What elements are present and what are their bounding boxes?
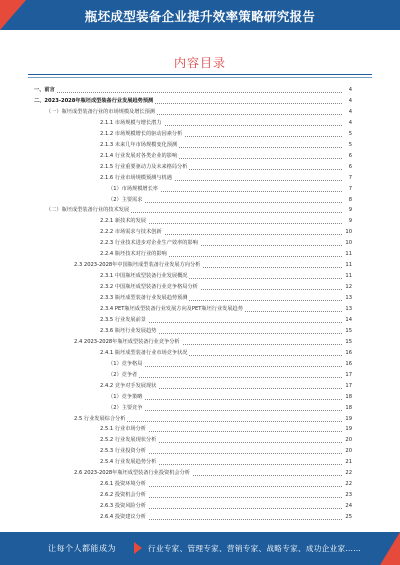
toc-entry-page: 4 [342,119,352,127]
toc-entry[interactable] [100,327,352,335]
toc-entry-label: 2.3 2023-2028年中国瓶坯成型装备行业发展方向分析 [74,262,201,269]
toc-entry-label: 2.4 2023-2028年瓶坯成型装备行业竞争分析 [74,338,180,345]
toc-entry[interactable] [100,294,352,302]
toc-entry-page: 19 [342,415,352,423]
toc-entry-page: 24 [342,502,352,510]
toc-entry-page: 20 [342,447,352,455]
toc-entry-page: 16 [342,360,352,368]
toc-entry-label: 2.3.3 瓶坯成型装备行业发展趋势预测 [100,295,188,302]
toc-entry[interactable] [100,502,352,510]
toc-entry[interactable] [100,152,352,160]
toc-entry-page: 21 [342,458,352,466]
toc-entry-label: 一、前言 [34,87,55,93]
toc-entry-label: 2.2.2 市场需求与技术创新 [100,229,162,236]
toc-entry-page: 11 [342,250,352,258]
toc-entry[interactable] [100,272,352,280]
toc-entry-label: 2.3.6 瓶坯行业发展趋势 [100,327,157,334]
toc-entry-label: 2.1.1 市场规模与增长潜力 [100,119,162,126]
toc-entry[interactable] [108,371,352,379]
toc-entry-page: 16 [342,349,352,357]
toc-entry-page: 22 [342,469,352,477]
toc-entry-label: （二）瓶坯成型装备行业的技术发展 [46,207,130,214]
toc-entry-label: 2.5.3 行业投资分析 [100,448,146,455]
toc-entry[interactable] [100,447,352,455]
toc-entry[interactable] [74,469,352,477]
toc-entry-page: 11 [342,261,352,269]
toc-entry-page: 9 [342,206,352,214]
toc-entry-page: 11 [342,272,352,280]
toc-entry-label: 2.1.4 行业发展对各类企业的影响 [100,152,178,159]
toc-entry[interactable] [108,404,352,412]
toc-entry[interactable] [100,228,352,236]
toc-entry-page: 4 [342,97,352,105]
toc-entry[interactable] [74,415,352,423]
toc-entry-page: 22 [342,480,352,488]
toc-entry-page: 13 [342,305,352,313]
toc-entry-page: 14 [342,316,352,324]
toc-entry[interactable] [34,97,352,105]
toc-entry-page: 23 [342,491,352,499]
toc-entry-page: 15 [342,338,352,346]
toc-entry-page: 8 [342,196,352,204]
toc-entry[interactable] [100,458,352,466]
toc-entry[interactable] [100,250,352,258]
toc-entry[interactable] [100,316,352,324]
toc-entry[interactable] [34,86,352,94]
toc-entry-page: 6 [342,152,352,160]
footer-corner-triangle [380,532,400,565]
toc-entry-page: 13 [342,294,352,302]
toc-entry-label: 2.3.5 行业发展前景 [100,316,146,323]
toc-entry-page: 10 [342,239,352,247]
toc-entry[interactable] [74,338,352,346]
toc-entry-label: 2.1.5 行业重要驱动力及未来格局分析 [100,163,188,170]
toc-entry-label: 2.2.3 行业技术进步对企业生产效率的影响 [100,240,198,247]
toc-divider-thin [28,77,372,78]
toc-entry[interactable] [100,513,352,521]
toc-entry-page: 4 [342,108,352,116]
toc-entry[interactable] [100,130,352,138]
toc-entry-label: 2.6 2023-2028年瓶坯成型装备行业投资机会分析 [74,470,190,477]
toc-entry-label: （2）竞争者 [108,371,138,378]
toc-entry[interactable] [100,382,352,390]
toc-entry[interactable] [108,393,352,401]
toc-entry[interactable] [108,196,352,204]
toc-entry[interactable] [100,491,352,499]
toc-entry-page: 17 [342,382,352,390]
page-header [0,0,400,30]
toc-entry[interactable] [100,141,352,149]
toc-entry[interactable] [108,360,352,368]
toc-entry[interactable] [100,217,352,225]
toc-entry-label: 2.2.1 新技术的发展 [100,218,146,225]
toc-entry-page: 18 [342,404,352,412]
toc-entry-label: 2.5.1 行业市场分析 [100,426,146,433]
toc-entry-label: 2.4.1 瓶坯成型装备行业市场竞争状况 [100,349,188,356]
toc-entry-label: 2.6.2 投资机会分析 [100,492,146,499]
toc-entry-page: 15 [342,327,352,335]
toc-entry-label: 2.5 行业发展综合分析 [74,415,126,422]
toc-entry-page: 9 [342,217,352,225]
toc-entry-page: 19 [342,425,352,433]
toc-entry-page: 6 [342,163,352,171]
toc-entry-label: 二、2023-2028年瓶坯成型装备行业发展趋势预测 [34,97,154,104]
toc-entry-label: 2.4.2 竞争对手发展现状 [100,382,157,389]
toc-entry[interactable] [100,425,352,433]
toc-entry-page: 10 [342,228,352,236]
toc-dot-leader [34,92,342,93]
toc-entry[interactable] [100,283,352,291]
toc-entry-label: 2.3.4 PET瓶坯成型装备行业发展方向及PET瓶坯行业发展趋势 [100,306,243,312]
toc-entry-label: （1）竞争策略 [108,393,143,400]
toc-entry-page: 17 [342,371,352,379]
toc-entry-page: 12 [342,283,352,291]
toc-entry-label: 2.5.4 行业发展趋势分析 [100,459,157,466]
toc-entry-label: （2）主要竞争 [108,404,143,411]
toc-entry-page: 25 [342,513,352,521]
toc-entry-page: 5 [342,141,352,149]
toc-entry[interactable] [46,206,352,214]
toc-entry[interactable] [108,185,352,193]
toc-heading: 内容目录 [173,56,226,70]
toc-entry-label: 2.5.2 行业发展现状分析 [100,437,157,444]
toc-entry-label: 2.1.6 行业市场规模预测与机遇 [100,174,172,181]
toc-entry-page: 4 [342,86,352,94]
page-footer [0,532,400,565]
toc-entry[interactable] [100,480,352,488]
toc-entry-label: 2.6.4 投资建议分析 [100,514,146,521]
toc-entry-page: 20 [342,436,352,444]
toc-entry-label: 2.3.1 中国瓶坯成型装备行业发展概况 [100,273,188,280]
toc-entry[interactable] [100,174,352,182]
toc-dot-leader [108,377,342,378]
toc-entry-page: 18 [342,393,352,401]
report-title: 瓶坯成型装备企业提升效率策略研究报告 [84,9,316,24]
toc-entry[interactable] [100,436,352,444]
toc-entry[interactable] [46,108,352,116]
toc-entry-page: 7 [342,174,352,182]
toc-entry[interactable] [100,239,352,247]
footer-arrow-icon [134,542,142,554]
footer-slogan: 让每个人都能成为 [48,544,116,553]
toc-entry-label: 2.6.1 投资环境分析 [100,481,146,488]
toc-entry[interactable] [100,163,352,171]
toc-entry-label: 2.3.2 中国瓶坯成型装备行业竞争格局分析 [100,284,198,291]
toc-entry-label: 2.2.4 瓶坯技术对行业的影响 [100,251,167,258]
footer-tagline: 行业专家、管理专家、营销专家、战略专家、成功企业家…… [148,544,362,553]
toc-entry-page: 7 [342,185,352,193]
toc-entry-label: 2.6.3 投资风险分析 [100,503,146,510]
toc-entry-page: 5 [342,130,352,138]
toc-entry[interactable] [100,305,352,313]
toc-entry-label: 2.1.3 未来几年市场规模变化预测 [100,141,178,148]
toc-entry-label: （1）市场规模增长率 [108,185,158,192]
toc-divider-top [28,74,372,75]
toc-entry-label: （1）竞争格局 [108,360,143,367]
toc-entry[interactable] [100,349,352,357]
toc-entry-label: （2）主要需求 [108,196,143,203]
toc-entry[interactable] [74,261,352,269]
toc-entry-label: （一）瓶坯成型装备行业的市场规模及增长预测 [46,108,155,115]
toc-entry-label: 2.1.2 市场规模增长的驱动因素分析 [100,130,183,137]
toc-entry[interactable] [100,119,352,127]
